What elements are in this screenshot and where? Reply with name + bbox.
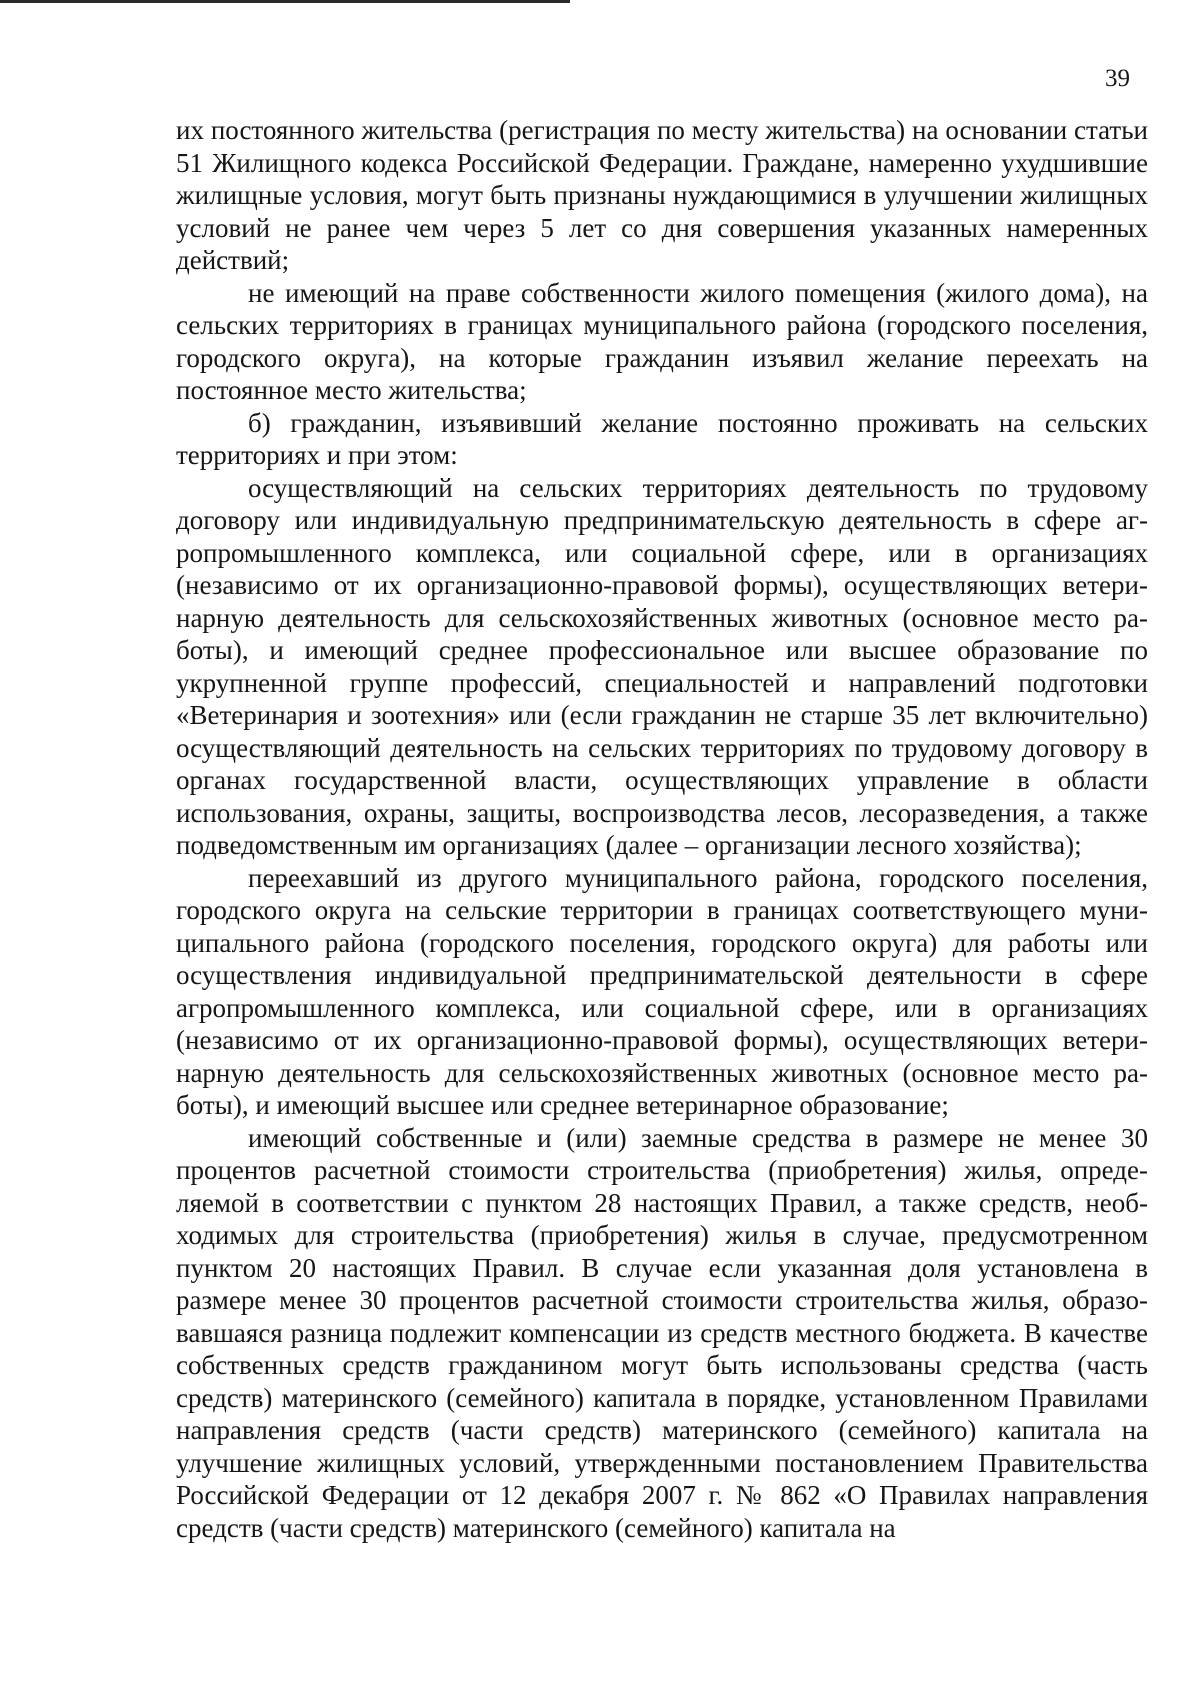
paragraph-continued: их постоянного жительства (регистрация по месту жительства) на основании статьи 51 Жилищного кодекса Российской Федерации. Граждане, намеренно ухудшившие жилищные условия, могут быть признаны нуждающимися в улучшении жилищных условий не ранее чем через 5 лет со дня совершения указанных намеренных действий; <box>176 115 1148 275</box>
paragraph: имеющий собственные и (или) заемные средства в размере не менее 30 процентов расчетной стоимости строительства (приобретения) жилья, определяемой в соответствии с пунктом 28 настоящих Правил, а также средств, необходимых для строительства (приобретения) жилья в случае, предусмотренном пунктом 20 настоящих Правил. В случае если указанная доля установлена в размере менее 30 процентов расчетной стоимости строительства жилья, образовавшаяся разница подлежит компенсации из средств местного бюджета. В качестве собственных средств гражданином могут быть использованы средства (часть средств) материнского (семейного) капитала в порядке, установленном Правилами направления средств (части средств) материнского (семейного) капитала на улучшение жилищных условий, утвержденными постановлением Правительства Российской Федерации от 12 декабря 2007 г. № 862 «О Правилах направления средств (части средств) материнского (семейного) капитала на <box>176 1122 1148 1543</box>
paragraph: не имеющий на праве собственности жилого помещения (жилого дома), на сельских территориях в границах муниципального района (городского поселения, городского округа), на которые гражданин изъявил желание переехать на постоянное место жительства; <box>176 277 1148 405</box>
paragraph: б) гражданин, изъявивший желание постоянно проживать на сельских территориях и при этом: <box>176 407 1148 470</box>
top-rule <box>0 0 570 3</box>
paragraph: переехавший из другого муниципального района, городского поселения, городского округа на сельские территории в границах соответствующего муниципального района (городского поселения, городского округа) для работы или осуществления индивидуальной предпринимательской деятельности в сфере агропромышленного комплекса, или социальной сфере, или в организациях (независимо от их организационно-правовой формы), осуществляющих ветеринарную деятельность для сельскохозяйственных животных (основное место работы), и имеющий высшее или среднее ветеринарное образование; <box>176 862 1148 1120</box>
body-text <box>176 114 1148 1544</box>
paragraph: осуществляющий на сельских территориях деятельность по трудовому договору или индивидуальную предпринимательскую деятельность в сфере агропромышленного комплекса, или социальной сфере, или в организациях (независимо от их организационно-правовой формы), осуществляющих ветеринарную деятельность для сельскохозяйственных животных (основное место работы), и имеющий среднее профессиональное или высшее образование по укрупненной группе профессий, специальностей и направлений подготовки «Ветеринария и зоотехния» или (если гражданин не старше 35 лет включительно) осуществляющий деятельность на сельских территориях по трудовому договору в органах государственной власти, осуществляющих управление в области использования, охраны, защиты, воспроизводства лесов, лесоразведения, а также подведомственным им организациях (далее – организации лесного хозяйства); <box>176 472 1148 860</box>
page-number: 39 <box>1105 65 1130 92</box>
